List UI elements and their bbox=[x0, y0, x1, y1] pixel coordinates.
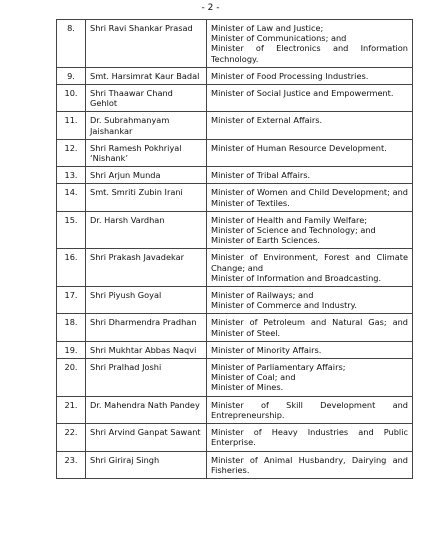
portfolio-line: Minister of Coal; and bbox=[211, 372, 296, 383]
portfolio-cell bbox=[207, 112, 413, 139]
portfolio-line: Minister of Mines. bbox=[211, 382, 284, 393]
table-row bbox=[57, 112, 413, 139]
minister-name: Shri Ravi Shankar Prasad bbox=[86, 20, 207, 68]
row-number: 19. bbox=[57, 341, 86, 358]
portfolio-line: Minister of Minority Affairs. bbox=[211, 344, 322, 355]
portfolio-line: Minister of Environment, Forest and Climate Change; and bbox=[211, 252, 408, 273]
portfolio-cell bbox=[207, 85, 413, 112]
table-row bbox=[57, 359, 413, 397]
table-row bbox=[57, 184, 413, 211]
portfolio-cell bbox=[207, 341, 413, 358]
portfolio-cell bbox=[207, 314, 413, 341]
portfolio-line: Minister of Commerce and Industry. bbox=[211, 300, 357, 311]
portfolio-line: Minister of Social Justice and Empowerment. bbox=[211, 88, 394, 99]
row-number: 23. bbox=[57, 451, 86, 478]
table-row bbox=[57, 396, 413, 423]
row-number: 15. bbox=[57, 211, 86, 249]
row-number: 9. bbox=[57, 67, 86, 84]
row-number: 10. bbox=[57, 85, 86, 112]
portfolio-line: Minister of Communications; and bbox=[211, 33, 347, 44]
minister-name: Smt. Smriti Zubin Irani bbox=[86, 184, 207, 211]
row-number: 16. bbox=[57, 249, 86, 287]
minister-name: Shri Thaawar Chand Gehlot bbox=[86, 85, 207, 112]
portfolio-line: Minister of Tribal Affairs. bbox=[211, 170, 311, 181]
portfolio-line: Minister of Petroleum and Natural Gas; and Minister of Steel. bbox=[211, 317, 408, 338]
row-number: 21. bbox=[57, 396, 86, 423]
minister-name: Smt. Harsimrat Kaur Badal bbox=[86, 67, 207, 84]
minister-name: Dr. Harsh Vardhan bbox=[86, 211, 207, 249]
portfolio-cell bbox=[207, 67, 413, 84]
minister-name: Shri Piyush Goyal bbox=[86, 287, 207, 314]
portfolio-line: Minister of Health and Family Welfare; bbox=[211, 214, 368, 225]
minister-name: Shri Arvind Ganpat Sawant bbox=[86, 424, 207, 451]
portfolio-cell bbox=[207, 424, 413, 451]
portfolio-line: Minister of Heavy Industries and Public Enterprise. bbox=[211, 427, 408, 448]
portfolio-cell bbox=[207, 396, 413, 423]
row-number: 18. bbox=[57, 314, 86, 341]
row-number: 20. bbox=[57, 359, 86, 397]
table-row bbox=[57, 341, 413, 358]
minister-name: Dr. Subrahmanyam Jaishankar bbox=[86, 112, 207, 139]
ministers-table bbox=[56, 19, 413, 479]
portfolio-line: Minister of Information and Broadcasting. bbox=[211, 272, 382, 283]
table-row bbox=[57, 20, 413, 68]
row-number: 8. bbox=[57, 20, 86, 68]
minister-name: Shri Mukhtar Abbas Naqvi bbox=[86, 341, 207, 358]
portfolio-cell bbox=[207, 451, 413, 478]
table-row bbox=[57, 167, 413, 184]
portfolio-cell bbox=[207, 359, 413, 397]
minister-name: Shri Dharmendra Pradhan bbox=[86, 314, 207, 341]
portfolio-cell bbox=[207, 249, 413, 287]
minister-name: Shri Ramesh Pokhriyal ‘Nishank’ bbox=[86, 139, 207, 166]
minister-name: Shri Pralhad Joshi bbox=[86, 359, 207, 397]
table-row bbox=[57, 139, 413, 166]
portfolio-line: Minister of Electronics and Information Technology. bbox=[211, 43, 408, 64]
table-row bbox=[57, 85, 413, 112]
row-number: 12. bbox=[57, 139, 86, 166]
table-row bbox=[57, 67, 413, 84]
table-row bbox=[57, 287, 413, 314]
minister-name: Shri Prakash Javadekar bbox=[86, 249, 207, 287]
row-number: 14. bbox=[57, 184, 86, 211]
portfolio-line: Minister of Science and Technology; and bbox=[211, 225, 376, 236]
portfolio-cell bbox=[207, 139, 413, 166]
portfolio-cell bbox=[207, 167, 413, 184]
row-number: 11. bbox=[57, 112, 86, 139]
portfolio-cell bbox=[207, 211, 413, 249]
table-row bbox=[57, 451, 413, 478]
table-row bbox=[57, 211, 413, 249]
portfolio-line: Minister of Railways; and bbox=[211, 290, 314, 301]
table-row bbox=[57, 424, 413, 451]
row-number: 13. bbox=[57, 167, 86, 184]
portfolio-line: Minister of Animal Husbandry, Dairying and Fisheries. bbox=[211, 454, 408, 475]
portfolio-line: Minister of Parliamentary Affairs; bbox=[211, 362, 346, 373]
portfolio-line: Minister of Women and Child Development; and Minister of Textiles. bbox=[211, 187, 408, 208]
portfolio-cell bbox=[207, 184, 413, 211]
minister-name: Shri Giriraj Singh bbox=[86, 451, 207, 478]
minister-name: Dr. Mahendra Nath Pandey bbox=[86, 396, 207, 423]
table-row bbox=[57, 314, 413, 341]
page-number: - 2 - bbox=[201, 3, 220, 13]
minister-name: Shri Arjun Munda bbox=[86, 167, 207, 184]
portfolio-line: Minister of Law and Justice; bbox=[211, 23, 324, 33]
portfolio-line: Minister of Human Resource Development. bbox=[211, 142, 387, 153]
portfolio-cell bbox=[207, 287, 413, 314]
portfolio-cell bbox=[207, 20, 413, 68]
row-number: 22. bbox=[57, 424, 86, 451]
row-number: 17. bbox=[57, 287, 86, 314]
portfolio-line: Minister of Skill Development and Entrepreneurship. bbox=[211, 399, 408, 420]
portfolio-line: Minister of External Affairs. bbox=[211, 115, 323, 126]
portfolio-line: Minister of Food Processing Industries. bbox=[211, 70, 369, 81]
portfolio-line: Minister of Earth Sciences. bbox=[211, 235, 320, 246]
table-row bbox=[57, 249, 413, 287]
